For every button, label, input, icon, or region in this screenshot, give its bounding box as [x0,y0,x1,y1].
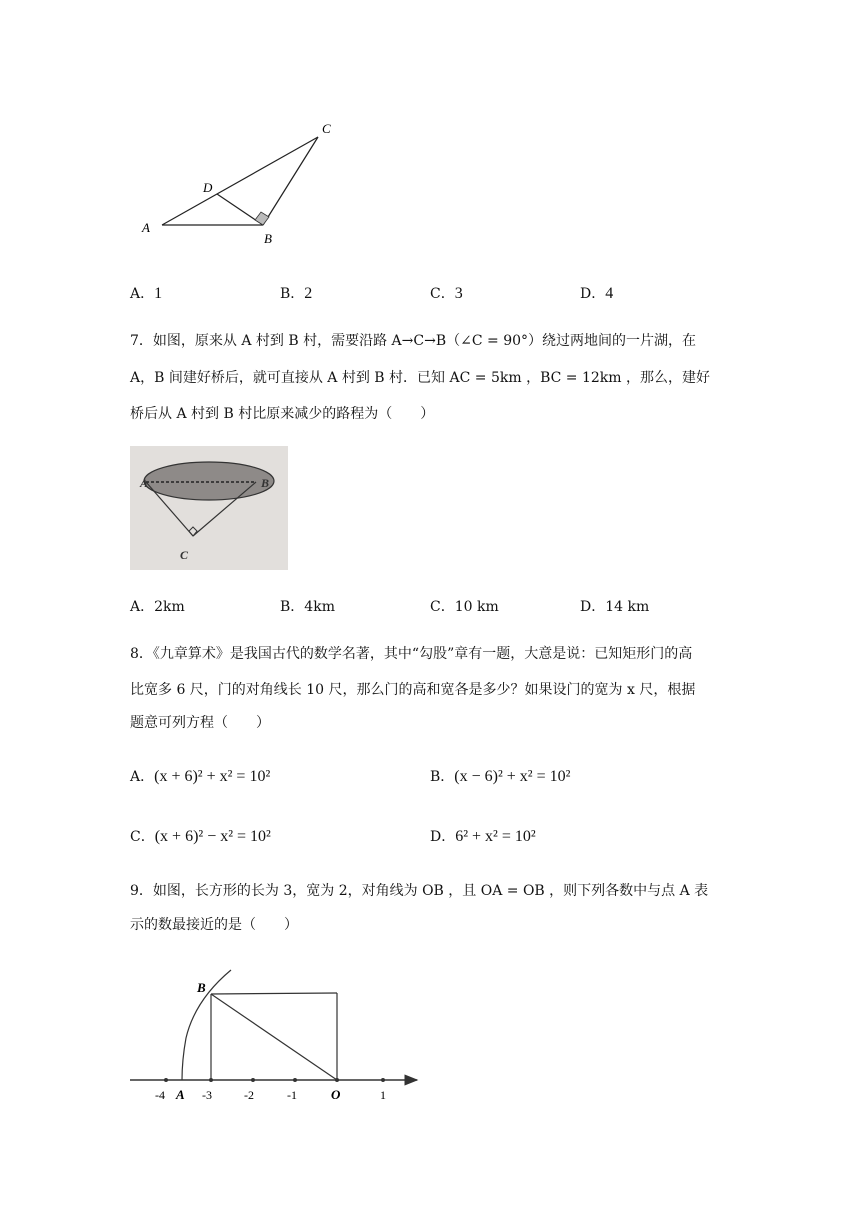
q7-option-c[interactable]: C．10 km [430,599,499,615]
label-b: B [264,231,272,246]
q7-line-1: 7．如图，原来从 A 村到 B 村，需要沿路 A→C→B（∠C = 90°）绕过两地间的一片湖，在 [130,333,697,349]
q8-line-3: 题意可列方程（ ） [130,715,270,731]
label-b: B [261,476,270,490]
tick-label: -1 [287,1088,297,1102]
q8-option-a[interactable]: A．(x + 6)² + x² = 10² [130,768,271,785]
tick-label: -3 [202,1088,212,1102]
tick-label: -2 [244,1088,254,1102]
tick-dot [335,1078,339,1082]
lake-shape [144,462,274,500]
q9-line-1: 9．如图，长方形的长为 3，宽为 2，对角线为 OB ，且 OA = OB ，则下列各数中与点 A 表 [130,883,709,899]
q8-line-1: 8．《九章算术》是我国古代的数学名著，其中“勾股”章有一题，大意是说：已知矩形门的高 [130,646,693,662]
tick-dot [209,1078,213,1082]
triangle-figure-q6 [130,110,350,250]
right-angle-mark [255,212,269,225]
q7-line-3: 桥后从 A 村到 B 村比原来减少的路程为（ ） [130,406,435,422]
label-b: B [197,980,206,995]
q7-line-2: A，B 间建好桥后，就可直接从 A 村到 B 村．已知 AC = 5km ，BC = 12km ，那么，建好 [130,370,710,386]
label-o: O [331,1087,341,1102]
label-a: A [142,220,150,235]
tick-dot [381,1078,385,1082]
q7-option-b[interactable]: B．4km [280,599,335,615]
lake-bridge-figure-q7 [130,446,288,570]
q7-option-d[interactable]: D．14 km [580,599,650,615]
q6-option-d[interactable]: D．4 [580,285,614,302]
q8-option-d[interactable]: D．6² + x² = 10² [430,828,536,845]
q8-line-2: 比宽多 6 尺，门的对角线长 10 尺，那么门的高和宽各是多少？如果设门的宽为 x 尺，根据 [130,682,696,698]
tick-dot [251,1078,255,1082]
label-a: A [176,1087,185,1102]
label-d: D [203,180,213,195]
q6-option-b[interactable]: B．2 [280,285,313,302]
number-line-figure-q9 [125,960,430,1110]
q8-option-c[interactable]: C．(x + 6)² − x² = 10² [130,828,271,845]
tick-label: -4 [155,1088,165,1102]
arc [182,970,231,1080]
q6-option-c[interactable]: C．3 [430,285,463,302]
label-c: C [180,548,189,562]
tick-dot [164,1078,168,1082]
label-c: C [322,121,331,136]
q6-option-a[interactable]: A．1 [130,285,163,302]
tick-dot [293,1078,297,1082]
tick-label: 1 [380,1088,386,1102]
q8-option-b[interactable]: B．(x − 6)² + x² = 10² [430,768,571,785]
q7-option-a[interactable]: A．2km [130,599,185,615]
q9-line-2: 示的数最接近的是（ ） [130,917,298,933]
label-a: A [140,476,149,490]
